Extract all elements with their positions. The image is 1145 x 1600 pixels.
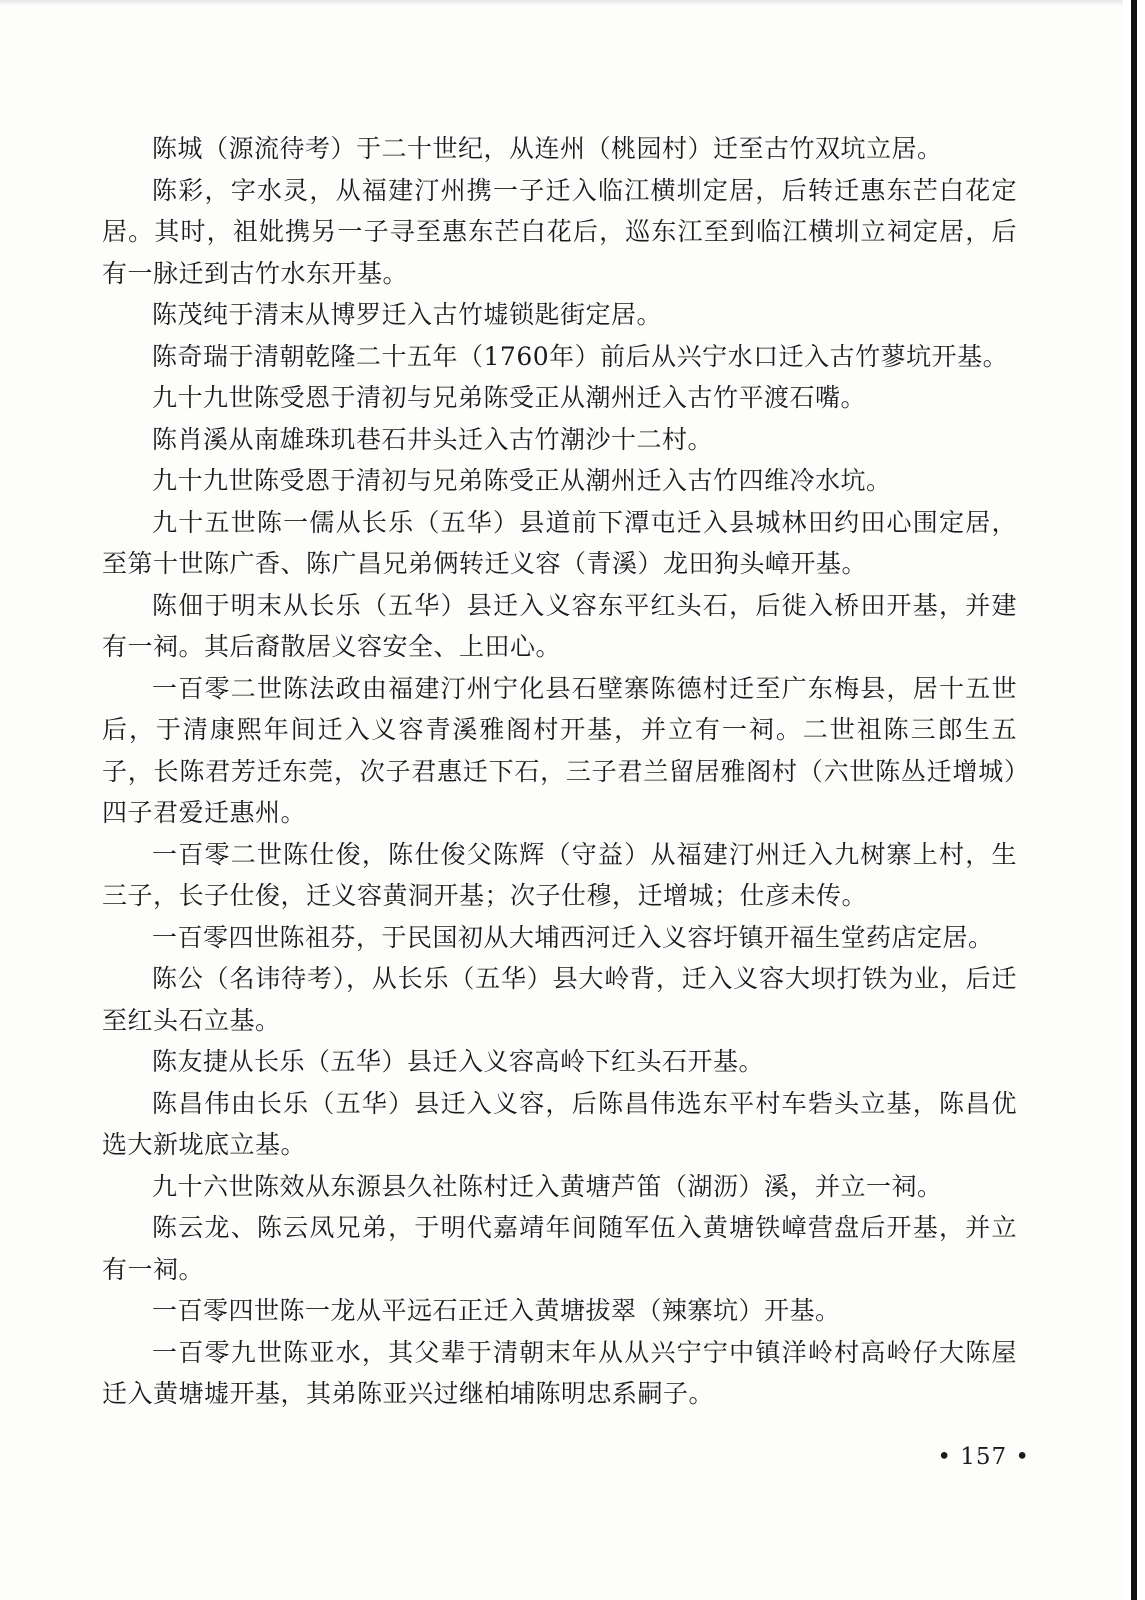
scan-edge-top <box>0 0 1145 6</box>
paragraph: 陈彩，字水灵，从福建汀州携一子迁入临江横圳定居，后转迁惠东芒白花定居。其时，祖妣携另一子寻至惠东芒白花后，巡东江至到临江横圳立祠定居，后有一脉迁到古竹水东开基。 <box>102 175 1017 288</box>
paragraph: 陈公（名讳待考），从长乐（五华）县大岭背，迁入义容大坝打铁为业，后迁至红头石立基。 <box>102 964 1017 1035</box>
paragraph: 一百零九世陈亚水，其父辈于清朝末年从从兴宁宁中镇洋岭村高岭仔大陈屋迁入黄塘墟开基，其弟陈亚兴过继柏埔陈明忠系嗣子。 <box>102 1337 1017 1408</box>
paragraph: 九十九世陈受恩于清初与兄弟陈受正从潮州迁入古竹四维冷水坑。 <box>152 466 892 495</box>
paragraph: 一百零四世陈祖芬，于民国初从大埔西河迁入义容圩镇开福生堂药店定居。 <box>152 922 994 952</box>
paragraph: 陈茂纯于清末从博罗迁入古竹墟锁匙街定居。 <box>152 300 663 329</box>
paragraph: 一百零二世陈仕俊，陈仕俊父陈辉（守益）从福建汀州迁入九树寨上村，生三子，长子仕俊，迁义容黄洞开基；次子仕穆，迁增城；仕彦未传。 <box>102 839 1017 910</box>
scan-edge-binding-line <box>1131 0 1137 1600</box>
paragraph: 九十六世陈效从东源县久社陈村迁入黄塘芦笛（湖沥）溪，并立一祠。 <box>152 1171 943 1201</box>
page-number: • 157 • <box>937 1444 1030 1470</box>
paragraph: 九十九世陈受恩于清初与兄弟陈受正从潮州迁入古竹平渡石嘴。 <box>152 383 867 412</box>
paragraph: 陈奇瑞于清朝乾隆二十五年（1760年）前后从兴宁水口迁入古竹蓼坑开基。 <box>152 341 1009 371</box>
body-text <box>102 128 1017 1415</box>
paragraph: 一百零二世陈法政由福建汀州宁化县石壁寨陈德村迁至广东梅县，居十五世后，于清康熙年间迁入义容青溪雅阁村开基，并立有一祠。二世祖陈三郎生五子，长陈君芳迁东莞，次子君惠迁下石，三子君兰留居雅阁村（六世陈丛迁增城）四子君爱迁惠州。 <box>102 673 1017 827</box>
paragraph: 九十五世陈一儒从长乐（五华）县道前下潭屯迁入县城林田约田心围定居，至第十世陈广香、陈广昌兄弟俩转迁义容（青溪）龙田狗头嶂开基。 <box>102 507 1017 578</box>
paragraph: 陈昌伟由长乐（五华）县迁入义容，后陈昌伟选东平村车砦头立基，陈昌优选大新垅底立基。 <box>102 1088 1017 1159</box>
paragraph: 一百零四世陈一龙从平远石正迁入黄塘拔翠（辣寨坑）开基。 <box>152 1296 841 1325</box>
paragraph: 陈城（源流待考）于二十世纪，从连州（桃园村）迁至古竹双坑立居。 <box>152 134 943 163</box>
paragraph: 陈友捷从长乐（五华）县迁入义容高岭下红头石开基。 <box>152 1047 765 1076</box>
paragraph: 陈佃于明末从长乐（五华）县迁入义容东平红头石，后徙入桥田开基，并建有一祠。其后裔散居义容安全、上田心。 <box>102 590 1017 661</box>
paragraph: 陈云龙、陈云凤兄弟，于明代嘉靖年间随军伍入黄塘铁嶂营盘后开基，并立有一祠。 <box>102 1213 1017 1284</box>
paragraph: 陈肖溪从南雄珠玑巷石井头迁入古竹潮沙十二村。 <box>152 424 714 454</box>
